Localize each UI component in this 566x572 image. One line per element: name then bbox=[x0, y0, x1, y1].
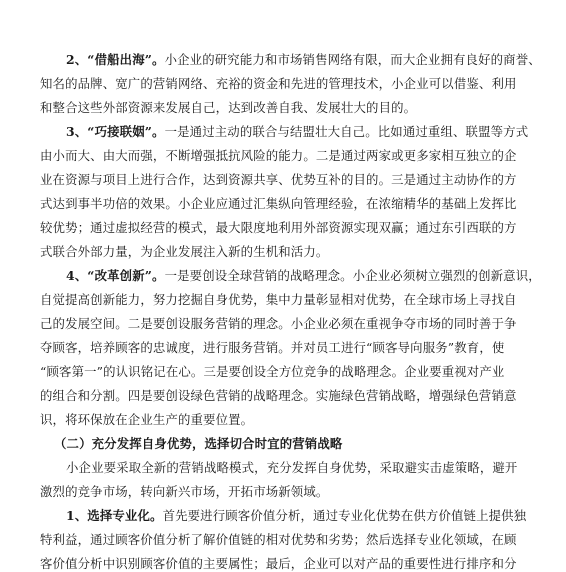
para-4-line-7: 识，将环保放在企业生产的重要位置。 bbox=[40, 412, 254, 427]
para-5-line-1: 1、选择专业化。首先要进行顾客价值分析，通过专业化优势在供方价值链上提供独 bbox=[66, 508, 527, 523]
para-4-line-4: 夺顾客，培养顾客的忠诚度，进行服务营销。并对员工进行“顾客导向服务”教育，使 bbox=[40, 340, 505, 355]
para-4-line-6: 的组合和分割。四是要创设绿色营销的战略理念。实施绿色营销战略，增强绿色营销意 bbox=[40, 388, 517, 403]
para-3-line-3: 业在资源与项目上进行合作，达到资源共享、优势互补的目的。三是通过主动协作的方 bbox=[40, 172, 517, 187]
para-3-line-6: 式联合外部力量，为企业发展注入新的生机和活力。 bbox=[40, 244, 329, 259]
section-heading: （二）充分发挥自身优势，选择切合时宜的营销战略 bbox=[54, 436, 343, 451]
para-5-line-3: 客价值分析中识别顾客价值的主要属性；最后，企业可以对产品的重要性进行排序和分 bbox=[40, 556, 517, 571]
para-3-line-4: 式达到事半功倍的效果。小企业应通过汇集纵向管理经验，在浓缩精华的基础上发挥比 bbox=[40, 196, 517, 211]
para-3-heading: 3、“巧接联姻”。 bbox=[66, 124, 165, 139]
para-2-heading: 2、“借船出海”。 bbox=[66, 52, 165, 67]
para-2-line-3: 和整合这些外部资源来发展自己，达到改善自我、发展壮大的目的。 bbox=[40, 100, 417, 115]
para-2-line-2: 知名的品牌、宽广的营销网络、充裕的资金和先进的管理技术，小企业可以借鉴、利用 bbox=[40, 76, 517, 91]
para-3-line-2: 由小而大、由大而强，不断增强抵抗风险的能力。二是通过两家或更多家相互独立的企 bbox=[40, 148, 517, 163]
para-4-line-1: 4、“改革创新”。一是要创设全球营销的战略理念。小企业必须树立强烈的创新意识， bbox=[66, 268, 541, 283]
section-intro-line-2: 激烈的竞争市场，转向新兴市场，开拓市场新领域。 bbox=[40, 484, 329, 499]
section-intro-line-1: 小企业要采取全新的营销战略模式，充分发挥自身优势，采取避实击虚策略，避开 bbox=[66, 460, 518, 475]
para-4-line-2: 自觉提高创新能力，努力挖掘自身优势，集中力量彰显相对优势，在全球市场上寻找自 bbox=[40, 292, 517, 307]
para-4-line-5: “顾客第一”的认识铭记在心。三是要创设全方位竞争的战略理念。企业要重视对产业 bbox=[40, 364, 505, 379]
para-3-line-1: 3、“巧接联姻”。一是通过主动的联合与结盟壮大自己。比如通过重组、联盟等方式 bbox=[66, 124, 529, 139]
para-4-heading: 4、“改革创新”。 bbox=[66, 268, 165, 283]
para-5-heading: 1、选择专业化。 bbox=[66, 508, 163, 523]
para-3-line-5: 较优势；通过虚拟经营的模式，最大限度地利用外部资源实现双赢；通过东引西联的方 bbox=[40, 220, 517, 235]
para-2-line-1: 2、“借船出海”。小企业的研究能力和市场销售网络有限，而大企业拥有良好的商誉、 bbox=[66, 52, 541, 67]
para-4-line-3: 己的发展空间。二是要创设服务营销的理念。小企业必须在重视争夺市场的同时善于争 bbox=[40, 316, 517, 331]
para-5-line-2: 特利益，通过顾客价值分析了解价值链的相对优势和劣势；然后选择专业化领域，在顾 bbox=[40, 532, 517, 547]
